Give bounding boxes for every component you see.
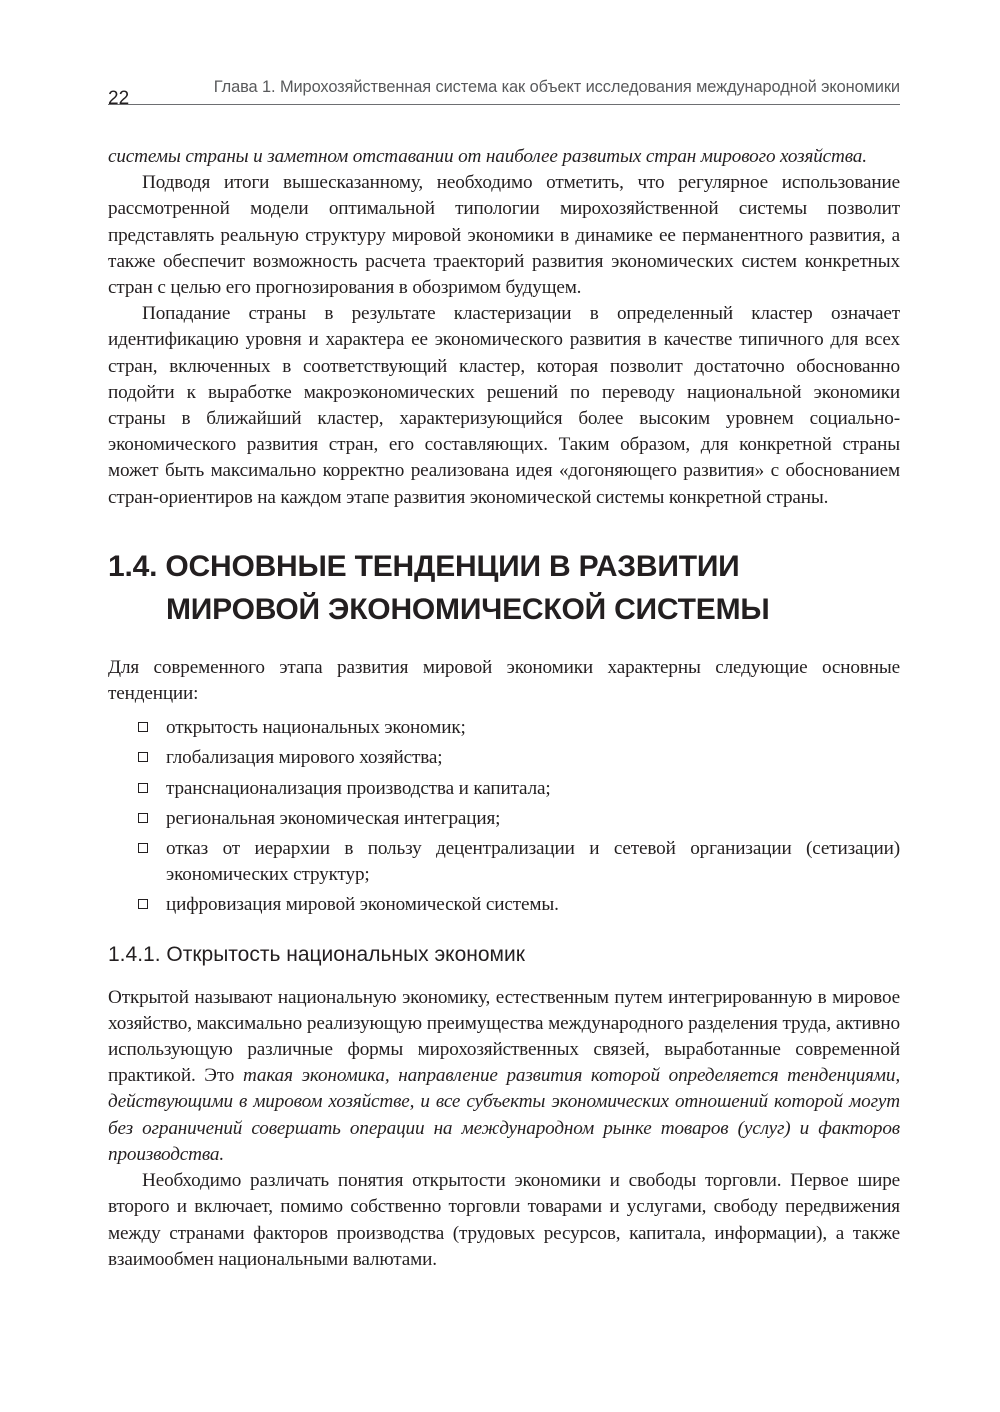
list-item <box>108 806 900 832</box>
page-content <box>108 144 900 1273</box>
checkbox-bullet-icon <box>138 899 148 909</box>
paragraph: Необходимо различать понятия открытости экономики и свободы торговли. Первое шире второго и включает, помимо собственно торговли товарами и услугами, свободу передвижения между странами факторов производства (трудовых ресурсов, капитала, информации), а также взаимообмен национальными валютами. <box>108 1170 900 1270</box>
paragraph-continued <box>108 144 900 170</box>
checkbox-bullet-icon <box>138 813 148 823</box>
page-number: 22 <box>108 88 130 109</box>
page-header <box>108 74 900 109</box>
list-item-text: региональная экономическая интеграция; <box>166 807 501 829</box>
list-item-text: открытость национальных экономик; <box>166 717 466 739</box>
list-item-text: отказ от иерархии в пользу децентрализации и сетевой организации (сетизации) экономических структур; <box>166 838 900 886</box>
italic-text: такая экономика, направление развития которой определяется тенденциями, действующими в мировом хозяйстве, и все субъекты экономических отношений которой могут без ограничений совершать операции на международном рынке товаров (услуг) и факторов производства. <box>108 1065 900 1165</box>
list-item <box>108 836 900 888</box>
list-item-text: глобализация мирового хозяйства; <box>166 747 443 769</box>
list-item <box>108 715 900 741</box>
section-heading: 1.4. ОСНОВНЫЕ ТЕНДЕНЦИИ В РАЗВИТИИ МИРОВОЙ ЭКОНОМИЧЕСКОЙ СИСТЕМЫ <box>108 549 770 626</box>
checkbox-bullet-icon <box>138 783 148 793</box>
checkbox-bullet-icon <box>138 752 148 762</box>
section-intro: Для современного этапа развития мировой экономики характерны следующие основные тенденции: <box>108 656 900 705</box>
list-item-text: цифровизация мировой экономической системы. <box>166 894 559 916</box>
paragraph: Подводя итоги вышесказанному, необходимо отметить, что регулярное использование рассмотренной модели оптимальной типологии мирохозяйственной системы позволит представлять реальную структуру мировой экономики в динамике ее перманентного развития, а также обеспечит возможность расчета траекторий развития экономических систем конкретных стран с целью его прогнозирования в обозримом будущем. <box>108 172 900 299</box>
checkbox-bullet-icon <box>138 722 148 732</box>
list-item <box>108 745 900 771</box>
tendencies-list <box>108 715 900 918</box>
paragraph <box>108 985 900 1168</box>
subsection-heading: 1.4.1. Открытость национальных экономик <box>108 942 525 966</box>
list-item-text: транснационализация производства и капитала; <box>166 777 551 799</box>
running-head: Глава 1. Мирохозяйственная система как объект исследования международной экономики <box>213 78 900 96</box>
italic-text: системы страны и заметном отставании от наиболее развитых стран мирового хозяйства. <box>108 146 867 167</box>
checkbox-bullet-icon <box>138 843 148 853</box>
list-item <box>108 776 900 802</box>
list-item <box>108 892 900 918</box>
paragraph: Попадание страны в результате кластеризации в определенный кластер означает идентификацию уровня и характера ее экономического развития в качестве типичного для всех стран, включенных в соответствующий кластер, которая позволит достаточно обоснованно подойти к выработке макроэкономических решений по переводу национальной экономики страны в ближайший кластер, характеризующийся более высоким уровнем социально-экономического развития стран, его составляющих. Таким образом, для конкретной страны может быть максимально корректно реализована идея «догоняющего развития» с обоснованием стран-ориентиров на каждом этапе развития экономической системы конкретной страны. <box>108 303 900 508</box>
plain-text: Открытой называют национальную экономику, естественным путем интегрированную в мировое хозяйство, максимально реализующую преимущества международного разделения труда, активно использующую различные формы мирохозяйственных связей, выработанные современной практикой. Это <box>108 986 900 1087</box>
